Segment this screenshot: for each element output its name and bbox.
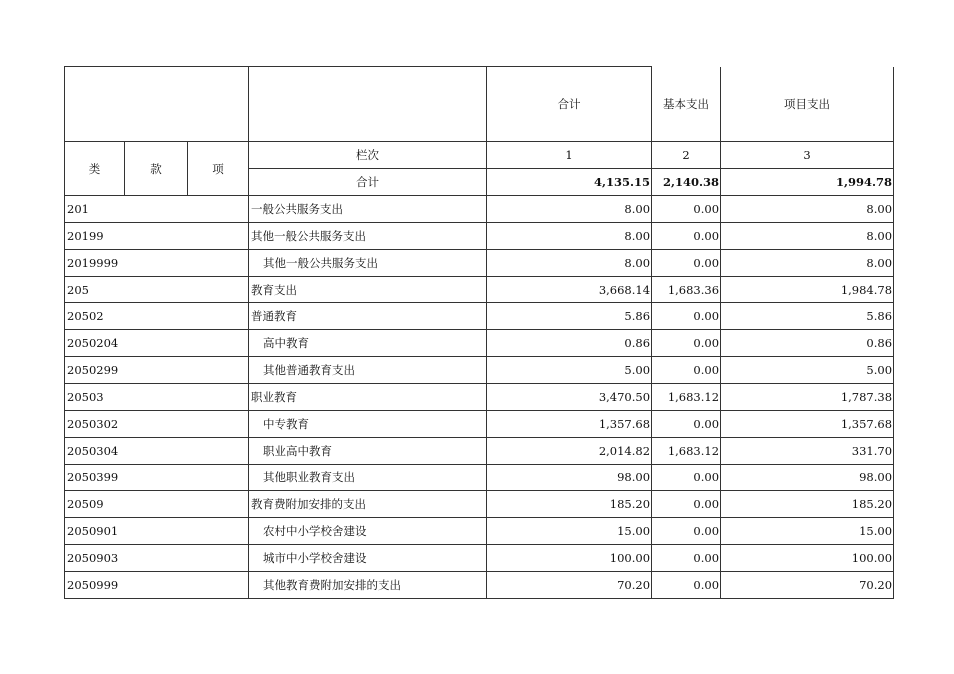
- row-name: 教育支出: [249, 276, 487, 303]
- row-total: 2,014.82: [487, 437, 652, 464]
- row-code: 2050204: [65, 330, 249, 357]
- row-name: 高中教育: [249, 330, 487, 357]
- row-code: 20199: [65, 222, 249, 249]
- row-total: 5.00: [487, 357, 652, 384]
- row-project: 70.20: [721, 571, 894, 598]
- row-total: 0.86: [487, 330, 652, 357]
- row-project: 100.00: [721, 545, 894, 572]
- row-project: 8.00: [721, 222, 894, 249]
- row-project: 185.20: [721, 491, 894, 518]
- row-code: 20502: [65, 303, 249, 330]
- row-total: 15.00: [487, 518, 652, 545]
- table-row: [65, 410, 894, 437]
- table-row: [65, 384, 894, 411]
- row-total: 3,470.50: [487, 384, 652, 411]
- table-row: [65, 464, 894, 491]
- row-basic: 1,683.12: [652, 384, 721, 411]
- total-value: 4,135.15: [487, 169, 652, 196]
- row-project: 1,984.78: [721, 276, 894, 303]
- row-total: 70.20: [487, 571, 652, 598]
- row-name: 其他一般公共服务支出: [249, 249, 487, 276]
- row-basic: 0.00: [652, 303, 721, 330]
- row-basic: 0.00: [652, 491, 721, 518]
- row-name: 普通教育: [249, 303, 487, 330]
- row-total: 1,357.68: [487, 410, 652, 437]
- row-code: 20509: [65, 491, 249, 518]
- row-name: 中专教育: [249, 410, 487, 437]
- header-basic: 基本支出: [652, 67, 721, 142]
- total-basic: 2,140.38: [652, 169, 721, 196]
- row-name: 其他教育费附加安排的支出: [249, 571, 487, 598]
- row-name: 农村中小学校舍建设: [249, 518, 487, 545]
- row-project: 1,357.68: [721, 410, 894, 437]
- total-label: 合计: [249, 169, 487, 196]
- row-basic: 0.00: [652, 545, 721, 572]
- header-blank-code: [65, 67, 249, 142]
- row-basic: 0.00: [652, 222, 721, 249]
- row-project: 1,787.38: [721, 384, 894, 411]
- row-project: 8.00: [721, 196, 894, 223]
- row-total: 3,668.14: [487, 276, 652, 303]
- row-code: 2050999: [65, 571, 249, 598]
- row-project: 331.70: [721, 437, 894, 464]
- row-code: 2050399: [65, 464, 249, 491]
- row-basic: 0.00: [652, 410, 721, 437]
- row-total: 8.00: [487, 222, 652, 249]
- row-project: 5.86: [721, 303, 894, 330]
- table-row: [65, 303, 894, 330]
- header-blank-name: [249, 67, 487, 142]
- table-row: [65, 518, 894, 545]
- row-code: 20503: [65, 384, 249, 411]
- header-project: 项目支出: [721, 67, 894, 142]
- row-basic: 0.00: [652, 518, 721, 545]
- table-row: [65, 357, 894, 384]
- table-row: [65, 330, 894, 357]
- row-total: 100.00: [487, 545, 652, 572]
- header-total: 合计: [487, 67, 652, 142]
- row-total: 8.00: [487, 249, 652, 276]
- row-code: 2050903: [65, 545, 249, 572]
- table-row: [65, 196, 894, 223]
- row-code: 205: [65, 276, 249, 303]
- header-section: 款: [125, 142, 188, 196]
- row-name: 一般公共服务支出: [249, 196, 487, 223]
- row-name: 其他职业教育支出: [249, 464, 487, 491]
- row-project: 15.00: [721, 518, 894, 545]
- row-code: 2019999: [65, 249, 249, 276]
- row-code: 2050901: [65, 518, 249, 545]
- row-project: 98.00: [721, 464, 894, 491]
- row-basic: 1,683.12: [652, 437, 721, 464]
- row-name: 职业教育: [249, 384, 487, 411]
- row-name: 教育费附加安排的支出: [249, 491, 487, 518]
- row-total: 5.86: [487, 303, 652, 330]
- table-row: [65, 276, 894, 303]
- row-basic: 0.00: [652, 196, 721, 223]
- table-row: [65, 491, 894, 518]
- row-code: 2050302: [65, 410, 249, 437]
- header-index-1: 1: [487, 142, 652, 169]
- row-basic: 0.00: [652, 571, 721, 598]
- header-index-3: 3: [721, 142, 894, 169]
- row-basic: 0.00: [652, 249, 721, 276]
- row-project: 8.00: [721, 249, 894, 276]
- header-column-index: 栏次: [249, 142, 487, 169]
- row-project: 0.86: [721, 330, 894, 357]
- table-row: [65, 249, 894, 276]
- row-total: 185.20: [487, 491, 652, 518]
- expenditure-table: [64, 66, 894, 599]
- header-item: 项: [188, 142, 249, 196]
- row-code: 201: [65, 196, 249, 223]
- row-name: 其他一般公共服务支出: [249, 222, 487, 249]
- table-row: [65, 222, 894, 249]
- table-row: [65, 437, 894, 464]
- row-total: 98.00: [487, 464, 652, 491]
- row-basic: 0.00: [652, 464, 721, 491]
- row-total: 8.00: [487, 196, 652, 223]
- table-row: [65, 545, 894, 572]
- total-project: 1,994.78: [721, 169, 894, 196]
- row-name: 城市中小学校舍建设: [249, 545, 487, 572]
- row-name: 职业高中教育: [249, 437, 487, 464]
- row-project: 5.00: [721, 357, 894, 384]
- header-row-index: [65, 142, 894, 169]
- row-basic: 0.00: [652, 357, 721, 384]
- header-class: 类: [65, 142, 125, 196]
- row-basic: 0.00: [652, 330, 721, 357]
- row-name: 其他普通教育支出: [249, 357, 487, 384]
- table-row: [65, 571, 894, 598]
- row-basic: 1,683.36: [652, 276, 721, 303]
- header-row-top: [65, 67, 894, 142]
- row-code: 2050304: [65, 437, 249, 464]
- header-index-2: 2: [652, 142, 721, 169]
- row-code: 2050299: [65, 357, 249, 384]
